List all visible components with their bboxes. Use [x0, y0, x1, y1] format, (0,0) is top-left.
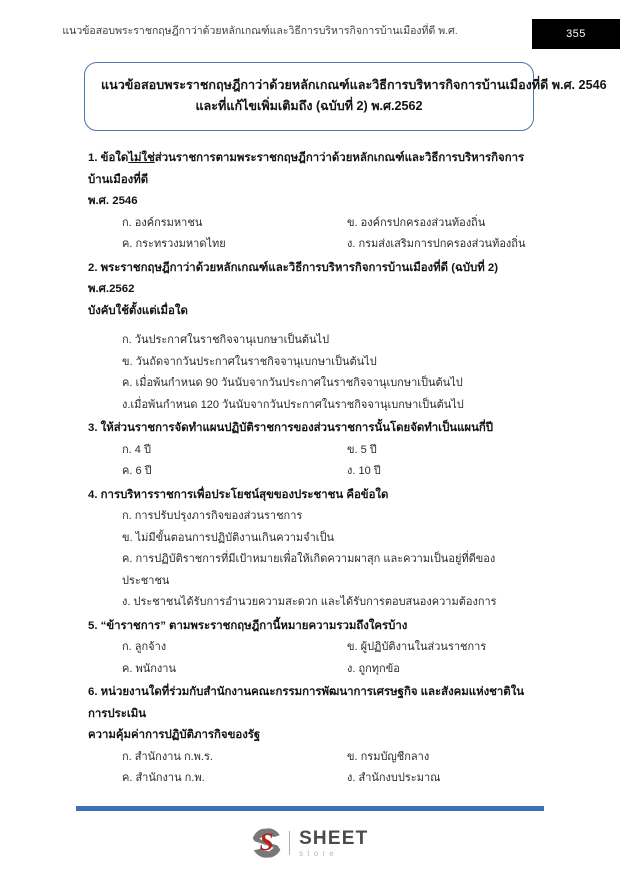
choice-option[interactable]: ก. องค์กรมหาชน — [122, 216, 203, 229]
choice-option[interactable]: ค. สำนักงาน ก.พ. — [122, 772, 205, 784]
question-2 — [88, 258, 540, 417]
exam-title-line-1: แนวข้อสอบพระราชกฤษฎีกาว่าด้วยหลักเกณฑ์และวิธีการบริหารกิจการบ้านเมืองที่ดี พ.ศ. 2546 — [101, 78, 607, 92]
question-list — [88, 148, 540, 792]
choice-option[interactable]: ค. เมื่อพ้นกำหนด 90 วันนับจากวันประกาศในราชกิจจานุเบกษาเป็นต้นไป — [122, 377, 463, 389]
page-number-badge: 355 — [532, 19, 620, 49]
question-3 — [88, 418, 540, 483]
question-6-stem-line-2: ความคุ้มค่าการปฏิบัติภารกิจของรัฐ — [88, 729, 261, 741]
question-2-stem-line-2: บังคับใช้ตั้งแต่เมื่อใด — [88, 304, 188, 317]
choice-option[interactable]: ง. ประชาชนได้รับการอำนวยความสะดวก และได้รับการตอบสนองความต้องการ — [122, 596, 497, 608]
choice-option[interactable]: ข. กรมบัญชีกลาง — [347, 750, 430, 763]
logo-subword: store — [299, 848, 338, 858]
choice-option[interactable]: ง. กรมส่งเสริมการปกครองส่วนท้องถิ่น — [347, 238, 526, 250]
question-2-stem-line-1: 2. พระราชกฤษฎีกาว่าด้วยหลักเกณฑ์และวิธีการบริหารกิจการบ้านเมืองที่ดี (ฉบับที่ 2) พ.ศ.2562 — [88, 261, 499, 295]
logo-wordmark: SHEET — [299, 827, 369, 849]
choice-option[interactable]: ค. พนักงาน — [122, 662, 176, 675]
choice-option[interactable]: ข. วันถัดจากวันประกาศในราชกิจจานุเบกษาเป็นต้นไป — [122, 355, 377, 368]
question-2-choices — [88, 330, 540, 416]
choice-option[interactable]: ก. 4 ปี — [122, 443, 151, 456]
choice-option[interactable]: ก. ลูกจ้าง — [122, 641, 167, 653]
choice-option[interactable]: ง. ถูกทุกข้อ — [347, 662, 400, 675]
spacer — [88, 322, 540, 330]
choice-option[interactable]: ก. สำนักงาน ก.พ.ร. — [122, 750, 213, 763]
page-header — [0, 0, 620, 52]
choice-option[interactable]: ข. ผู้ปฏิบัติงานในส่วนราชการ — [347, 641, 487, 653]
question-3-choices — [88, 440, 540, 483]
question-6-choices — [88, 747, 540, 790]
footer-divider — [76, 806, 544, 811]
logo-letter-s: S — [259, 829, 274, 856]
question-1-choices — [88, 213, 540, 256]
choice-option[interactable]: ก. วันประกาศในราชกิจจานุเบกษาเป็นต้นไป — [122, 334, 330, 346]
question-5-choices — [88, 637, 540, 680]
question-4-stem-line-1: 4. การบริหารราชการเพื่อประโยชน์สุขของประชาชน คือข้อใด — [88, 488, 389, 501]
choice-option[interactable]: ค. การปฏิบัติราชการที่มีเป้าหมายเพื่อให้เกิดความผาสุก และความเป็นอยู่ที่ดีของประชาชน — [122, 553, 496, 587]
question-1-stem-part-b: ส่วนราชการตามพระราชกฤษฎีกาว่าด้วยหลักเกณฑ์และวิธีการบริหารกิจการบ้านเมืองที่ดี — [88, 152, 525, 186]
question-4 — [88, 485, 540, 614]
question-5-stem-line-1: 5. “ข้าราชการ” ตามพระราชกฤษฎีกานี้หมายความรวมถึงใครบ้าง — [88, 619, 408, 632]
question-1-stem-part-a: 1. ข้อใด — [88, 152, 129, 164]
choice-option[interactable]: ง. 10 ปี — [347, 465, 381, 477]
choice-option[interactable]: ค. กระทรวงมหาดไทย — [122, 238, 226, 250]
question-3-stem-line-1: 3. ให้ส่วนราชการจัดทำแผนปฏิบัติราชการของส่วนราชการนั้นโดยจัดทำเป็นแผนกี่ปี — [88, 422, 494, 434]
question-5 — [88, 616, 540, 681]
exam-title-box — [84, 62, 607, 131]
question-1 — [88, 148, 540, 256]
question-1-stem-underlined: ไม่ใช่ — [128, 152, 155, 164]
logo-swirl-icon — [252, 828, 282, 858]
question-1-stem — [88, 148, 540, 191]
question-6-stem-line-1: 6. หน่วยงานใดที่ร่วมกับสำนักงานคณะกรรมการพัฒนาการเศรษฐกิจ และสังคมแห่งชาติในการประเมิน — [88, 686, 525, 720]
choice-option[interactable]: ก. การปรับปรุงภารกิจของส่วนราชการ — [122, 510, 303, 522]
running-header-text: แนวข้อสอบพระราชกฤษฎีกาว่าด้วยหลักเกณฑ์และวิธีการบริหารกิจการบ้านเมืองที่ดี พ.ศ. — [62, 25, 458, 37]
choice-option[interactable]: ข. องค์กรปกครองส่วนท้องถิ่น — [347, 216, 486, 229]
sheet-store-logo — [0, 828, 620, 858]
page-footer — [0, 806, 620, 878]
question-6 — [88, 682, 540, 790]
choice-option[interactable]: ค. 6 ปี — [122, 465, 152, 477]
logo-text-block — [299, 829, 368, 858]
choice-option[interactable]: ง.เมื่อพ้นกำหนด 120 วันนับจากวันประกาศในราชกิจจานุเบกษาเป็นต้นไป — [122, 398, 464, 411]
choice-option[interactable]: ข. 5 ปี — [347, 443, 377, 456]
logo-divider — [289, 831, 291, 855]
choice-option[interactable]: ข. ไม่มีขั้นตอนการปฏิบัติงานเกินความจำเป็น — [122, 531, 335, 544]
exam-title-line-2: และที่แก้ไขเพิ่มเติมถึง (ฉบับที่ 2) พ.ศ.2562 — [195, 99, 423, 113]
choice-option[interactable]: ง. สำนักงบประมาณ — [347, 772, 441, 784]
question-4-choices — [88, 506, 540, 614]
question-1-stem-line-2: พ.ศ. 2546 — [88, 195, 138, 207]
